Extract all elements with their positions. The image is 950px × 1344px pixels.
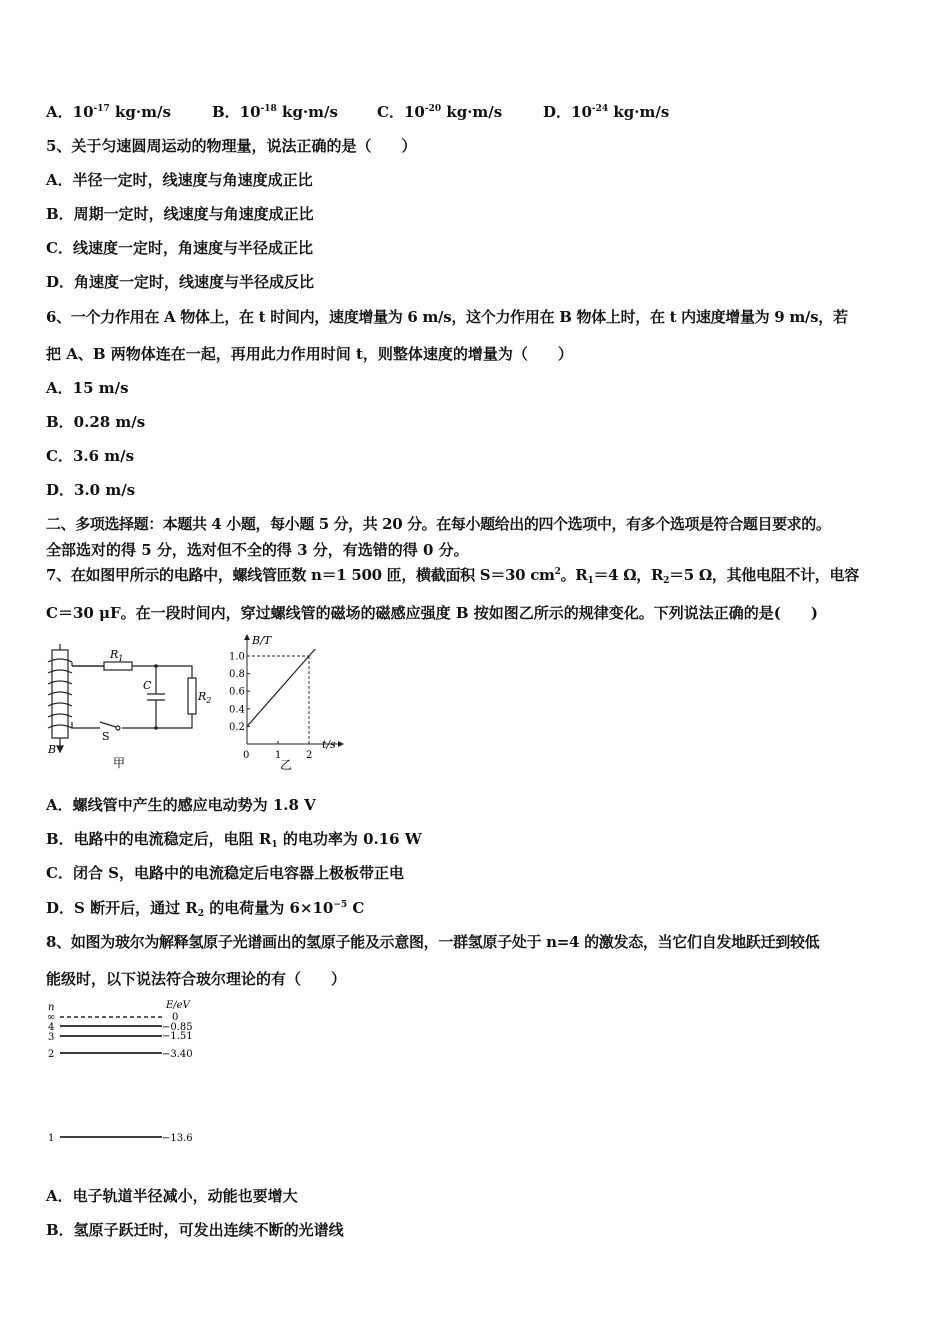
q6-stem-line2: 把 A、B 两物体连在一起，再用此力作用时间 t，则整体速度的增量为（ ） [46, 345, 573, 363]
series-line-b [247, 649, 315, 726]
q5-option-b: B．周期一定时，线速度与角速度成正比 [46, 205, 314, 223]
level-4-e: −0.85 [162, 1022, 193, 1033]
level-inf-e: 0 [172, 1012, 179, 1023]
y-axis-arrow [244, 634, 250, 640]
y-tick-label: 0.8 [229, 669, 245, 681]
q8-stem-line2: 能级时，以下说法符合玻尔理论的有（ ） [46, 970, 347, 988]
switch-s [100, 722, 116, 727]
e-header: E/eV [166, 1000, 190, 1011]
q5-option-c: C．线速度一定时，角速度与半径成正比 [46, 239, 313, 257]
q7-option-d: D．S 断开后，通过 $R_2$ 的电荷量为 $6\times 10^{-5}$ C [46, 899, 365, 919]
q7-option-b: B．电路中的电流稳定后，电阻 $R_1$ 的电功率为 0.16 W [46, 830, 422, 850]
y-axis-label: B/T [252, 634, 272, 647]
q6-option-a: A．15 m/s [46, 379, 129, 397]
q6-stem-line1: 6、一个力作用在 A 物体上，在 t 时间内，速度增量为 6 m/s，这个力作用在 B 物体上时，在 t 内速度增量为 9 m/s，若 [46, 308, 848, 326]
section2-line1: 二、多项选择题：本题共 4 小题，每小题 5 分，共 20 分。在每小题给出的四个选项中，有多个选项是符合题目要求的。 [46, 515, 831, 533]
q6-option-b: B．0.28 m/s [46, 413, 146, 431]
level-inf-n: ∞ [47, 1012, 56, 1023]
q7-option-a: A．螺线管中产生的感应电动势为 1.8 V [46, 796, 316, 814]
section2-line2: 全部选对的得 5 分，选对但不全的得 3 分，有选错的得 0 分。 [46, 541, 469, 559]
caption-jia: 甲 [113, 756, 126, 770]
q5-option-d: D．角速度一定时，线速度与半径成反比 [46, 273, 315, 291]
y-tick-label: 1.0 [229, 651, 245, 663]
caption-yi: 乙 [280, 758, 293, 772]
resistor-r1 [104, 662, 132, 670]
q6-option-d: D．3.0 m/s [46, 481, 136, 499]
circuit-diagram [44, 640, 224, 770]
q8-option-b: B．氢原子跃迁时，可发出连续不断的光谱线 [46, 1221, 344, 1239]
x-axis-arrow [338, 741, 344, 747]
label-s: S [102, 730, 110, 743]
x-tick-label: 2 [306, 750, 313, 761]
switch-contact [116, 726, 120, 730]
n-header: n [48, 1002, 55, 1013]
level-2-n: 2 [48, 1049, 55, 1060]
level-4-n: 4 [48, 1022, 55, 1033]
label-c: C [143, 679, 152, 692]
energy-level-diagram [44, 996, 214, 1146]
level-1-n: 1 [48, 1133, 55, 1144]
q7-stem-line2: C＝30 μF。在一段时间内，穿过螺线管的磁场的磁感应强度 B 按如图乙所示的规律变化。下列说法正确的是( ) [46, 604, 818, 622]
y-tick-label: 0.6 [229, 686, 245, 698]
q6-option-c: C．3.6 m/s [46, 447, 135, 465]
origin-label: 0 [243, 750, 250, 761]
q4-option-b: B．$10^{-18}$ kg·m/s [212, 103, 338, 121]
x-axis-label: t/s [322, 738, 336, 751]
q5-stem: 5、关于匀速圆周运动的物理量，说法正确的是（ ） [46, 137, 417, 155]
level-3-e: −1.51 [162, 1031, 193, 1042]
level-3-n: 3 [48, 1032, 55, 1043]
q7-stem-line1: 7、在如图甲所示的电路中，螺线管匝数 n＝1 500 匝，横截面积 S＝30 $cm^2$。$R_1=4$ Ω，$R_2=5$ Ω，其他电阻不计，电容 [46, 566, 859, 586]
q5-option-a: A．半径一定时，线速度与角速度成正比 [46, 171, 313, 189]
level-1-e: −13.6 [162, 1133, 193, 1144]
q7-option-c: C．闭合 S，电路中的电流稳定后电容器上极板带正电 [46, 864, 404, 882]
y-tick-label: 0.2 [229, 721, 245, 733]
resistor-r2 [188, 678, 196, 714]
x-tick-label: 1 [275, 750, 282, 761]
label-r2: $R_2$ [198, 690, 212, 705]
label-b: B [48, 743, 57, 756]
q4-option-d: D．$10^{-24}$ kg·m/s [543, 103, 670, 121]
y-tick-label: 0.4 [229, 704, 245, 716]
q4-option-c: C．$10^{-20}$ kg·m/s [377, 103, 503, 121]
q8-stem-line1: 8、如图为玻尔为解释氢原子光谱画出的氢原子能及示意图，一群氢原子处于 n=4 的激发态，当它们自发地跃迁到较低 [46, 933, 820, 951]
q8-option-a: A．电子轨道半径减小，动能也要增大 [46, 1187, 298, 1205]
bt-graph [222, 632, 352, 772]
level-2-e: −3.40 [162, 1049, 193, 1060]
q4-option-a: A．$10^{-17}$ kg·m/s [46, 103, 171, 121]
label-r1: $R_1$ [110, 648, 124, 663]
